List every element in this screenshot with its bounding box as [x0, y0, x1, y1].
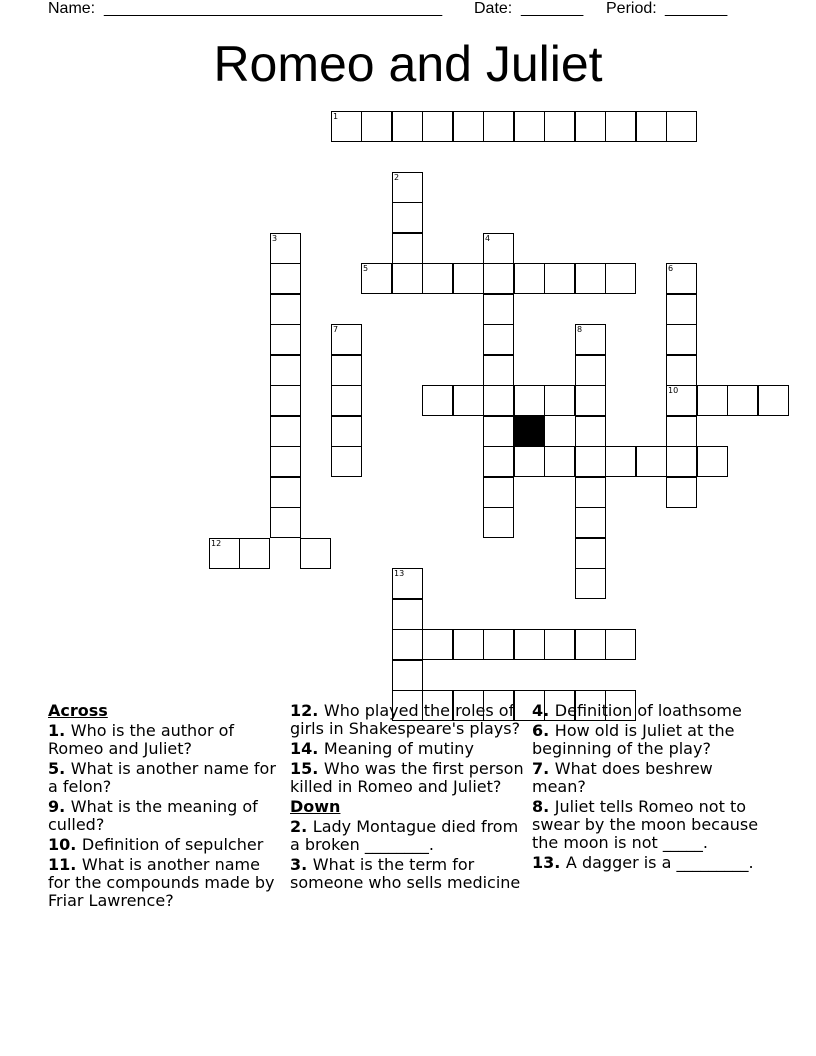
crossword-cell[interactable]	[544, 629, 575, 660]
clue-item	[290, 740, 526, 758]
crossword-cell[interactable]	[392, 660, 423, 691]
crossword-cell[interactable]	[514, 446, 545, 477]
clue-item-text: What is another name for the compounds made by Friar Lawrence?	[48, 855, 275, 910]
crossword-cell[interactable]	[422, 263, 453, 294]
clue-item-number: 7.	[532, 759, 555, 778]
crossword-cell[interactable]	[361, 111, 392, 142]
crossword-cell[interactable]	[544, 263, 575, 294]
crossword-cell[interactable]	[239, 538, 270, 569]
clue-item-number: 1.	[48, 721, 71, 740]
crossword-cell[interactable]	[483, 385, 514, 416]
crossword-cell[interactable]	[666, 294, 697, 325]
crossword-cell[interactable]	[422, 385, 453, 416]
crossword-cell[interactable]	[605, 629, 636, 660]
clue-item-text: Meaning of mutiny	[323, 739, 474, 758]
date-label: Date:	[474, 0, 513, 17]
clue-item-text: How old is Juliet at the beginning of the play?	[532, 721, 735, 758]
black-square	[514, 416, 545, 447]
crossword-cell[interactable]	[453, 629, 484, 660]
clue-item	[290, 818, 526, 854]
crossword-cell[interactable]	[483, 507, 514, 538]
crossword-cell[interactable]	[331, 355, 362, 386]
crossword-cell[interactable]	[727, 385, 758, 416]
crossword-cell[interactable]	[636, 446, 667, 477]
crossword-cell[interactable]	[575, 355, 606, 386]
crossword-cell[interactable]	[392, 629, 423, 660]
crossword-cell[interactable]	[605, 446, 636, 477]
crossword-cell[interactable]	[575, 416, 606, 447]
clue-item-number: 6.	[532, 721, 555, 740]
name-label: Name:	[48, 0, 96, 17]
across-heading: Across	[48, 701, 108, 720]
crossword-cell[interactable]	[514, 263, 545, 294]
clue-item	[290, 760, 526, 796]
clue-item-text: What does beshrew mean?	[532, 759, 713, 796]
crossword-cell[interactable]	[483, 263, 514, 294]
crossword-cell[interactable]	[483, 629, 514, 660]
clue-item-number: 11.	[48, 855, 82, 874]
clue-item-number: 5.	[48, 759, 71, 778]
crossword-cell[interactable]	[453, 263, 484, 294]
crossword-cell[interactable]	[331, 111, 362, 142]
crossword-cell[interactable]	[544, 385, 575, 416]
crossword-cell[interactable]	[453, 111, 484, 142]
crossword-cell[interactable]	[575, 263, 606, 294]
crossword-cell[interactable]	[331, 446, 362, 477]
clue-item-text: A dagger is a _________.	[565, 853, 754, 872]
crossword-cell[interactable]	[270, 263, 301, 294]
clue-item	[532, 722, 768, 758]
crossword-cell[interactable]	[392, 568, 423, 599]
crossword-cell[interactable]	[392, 233, 423, 264]
crossword-cell[interactable]	[544, 111, 575, 142]
clue-item-text: Who played the roles of girls in Shakespeare's plays?	[290, 701, 521, 738]
clue-number: 1	[333, 112, 339, 121]
crossword-cell[interactable]	[697, 385, 728, 416]
crossword-cell[interactable]	[361, 263, 392, 294]
clue-item-number: 10.	[48, 835, 82, 854]
crossword-cell[interactable]	[270, 324, 301, 355]
crossword-cell[interactable]	[483, 324, 514, 355]
clue-item-text: Juliet tells Romeo not to swear by the moon because the moon is not _____.	[532, 797, 759, 852]
page-title: Romeo and Juliet	[213, 36, 603, 92]
clue-number: 10	[668, 386, 679, 395]
crossword-cell[interactable]	[483, 416, 514, 447]
crossword-cell[interactable]	[514, 629, 545, 660]
crossword-cell[interactable]	[331, 324, 362, 355]
clue-item-number: 4.	[532, 701, 555, 720]
crossword-cell[interactable]	[270, 477, 301, 508]
crossword-cell[interactable]	[483, 111, 514, 142]
clue-item-number: 15.	[290, 759, 324, 778]
clue-number: 13	[394, 569, 405, 578]
clue-column-3	[532, 702, 768, 874]
crossword-cell[interactable]	[575, 446, 606, 477]
period-label: Period:	[606, 0, 657, 17]
crossword-cell[interactable]	[392, 172, 423, 203]
clue-item-text: What is the meaning of culled?	[48, 797, 258, 834]
date-blank[interactable]: _______	[521, 0, 584, 17]
crossword-cell[interactable]	[270, 233, 301, 264]
clue-item-text: Definition of loathsome	[554, 701, 742, 720]
clue-item-text: Who was the first person killed in Romeo and Juliet?	[290, 759, 524, 796]
crossword-cell[interactable]	[300, 538, 331, 569]
crossword-cell[interactable]	[666, 477, 697, 508]
crossword-cell[interactable]	[575, 568, 606, 599]
crossword-cell[interactable]	[575, 507, 606, 538]
clue-item-number: 13.	[532, 853, 566, 872]
crossword-cell[interactable]	[605, 263, 636, 294]
crossword-cell[interactable]	[209, 538, 240, 569]
name-blank[interactable]: ______________________________________	[104, 0, 443, 17]
crossword-cell[interactable]	[544, 446, 575, 477]
crossword-cell[interactable]	[514, 385, 545, 416]
crossword-cell[interactable]	[758, 385, 789, 416]
crossword-cell[interactable]	[605, 111, 636, 142]
crossword-cell[interactable]	[331, 416, 362, 447]
crossword-cell[interactable]	[270, 385, 301, 416]
clue-number: 3	[272, 234, 278, 243]
crossword-cell[interactable]	[422, 111, 453, 142]
clue-item-text: Lady Montague died from a broken ________.	[290, 817, 519, 854]
crossword-cell[interactable]	[575, 324, 606, 355]
down-heading: Down	[290, 797, 341, 816]
crossword-cell[interactable]	[483, 233, 514, 264]
clue-item	[532, 702, 768, 720]
crossword-cell[interactable]	[575, 477, 606, 508]
clue-number: 5	[363, 264, 369, 273]
crossword-cell[interactable]	[453, 385, 484, 416]
crossword-cell[interactable]	[575, 111, 606, 142]
crossword-cell[interactable]	[483, 477, 514, 508]
crossword-cell[interactable]	[697, 446, 728, 477]
crossword-cell[interactable]	[666, 385, 697, 416]
clue-item-number: 8.	[532, 797, 555, 816]
clue-column-1	[48, 702, 284, 912]
clue-number: 8	[577, 325, 583, 334]
clue-item	[290, 702, 526, 738]
clue-item-text: Definition of sepulcher	[81, 835, 264, 854]
clue-item-text: What is another name for a felon?	[48, 759, 276, 796]
clue-item-number: 14.	[290, 739, 324, 758]
crossword-cell[interactable]	[575, 538, 606, 569]
crossword-cell[interactable]	[666, 263, 697, 294]
crossword-cell[interactable]	[422, 629, 453, 660]
clue-item-number: 12.	[290, 701, 324, 720]
clue-item	[48, 798, 284, 834]
crossword-cell[interactable]	[666, 446, 697, 477]
crossword-cell[interactable]	[331, 385, 362, 416]
clue-number: 2	[394, 173, 400, 182]
clue-item-text: What is the term for someone who sells medicine	[290, 855, 521, 892]
period-blank[interactable]: _______	[665, 0, 728, 17]
clue-number: 6	[668, 264, 674, 273]
crossword-cell[interactable]	[666, 111, 697, 142]
crossword-cell[interactable]	[392, 599, 423, 630]
crossword-cell[interactable]	[270, 446, 301, 477]
clue-number: 4	[485, 234, 491, 243]
crossword-cell[interactable]	[270, 355, 301, 386]
clue-item-number: 9.	[48, 797, 71, 816]
clue-item	[532, 854, 768, 872]
clue-item-number: 2.	[290, 817, 313, 836]
clue-item	[532, 760, 768, 796]
crossword-cell[interactable]	[514, 111, 545, 142]
crossword-cell[interactable]	[666, 324, 697, 355]
crossword-cell[interactable]	[666, 416, 697, 447]
clue-item	[48, 836, 284, 854]
crossword-cell[interactable]	[483, 446, 514, 477]
crossword-cell[interactable]	[483, 355, 514, 386]
crossword-cell[interactable]	[270, 294, 301, 325]
crossword-cell[interactable]	[392, 202, 423, 233]
crossword-cell[interactable]	[392, 111, 423, 142]
crossword-cell[interactable]	[483, 294, 514, 325]
crossword-cell[interactable]	[270, 507, 301, 538]
clue-item	[48, 856, 284, 910]
clue-item	[48, 760, 284, 796]
clue-item	[290, 856, 526, 892]
clue-item	[48, 722, 284, 758]
crossword-cell[interactable]	[575, 385, 606, 416]
crossword-cell[interactable]	[392, 263, 423, 294]
clue-column-2	[290, 702, 526, 894]
clue-number: 12	[211, 539, 222, 548]
crossword-cell[interactable]	[575, 629, 606, 660]
clue-item-number: 3.	[290, 855, 313, 874]
crossword-cell[interactable]	[666, 355, 697, 386]
crossword-cell[interactable]	[270, 416, 301, 447]
clue-item	[532, 798, 768, 852]
clue-number: 7	[333, 325, 339, 334]
crossword-cell[interactable]	[636, 111, 667, 142]
clue-item-text: Who is the author of Romeo and Juliet?	[48, 721, 235, 758]
